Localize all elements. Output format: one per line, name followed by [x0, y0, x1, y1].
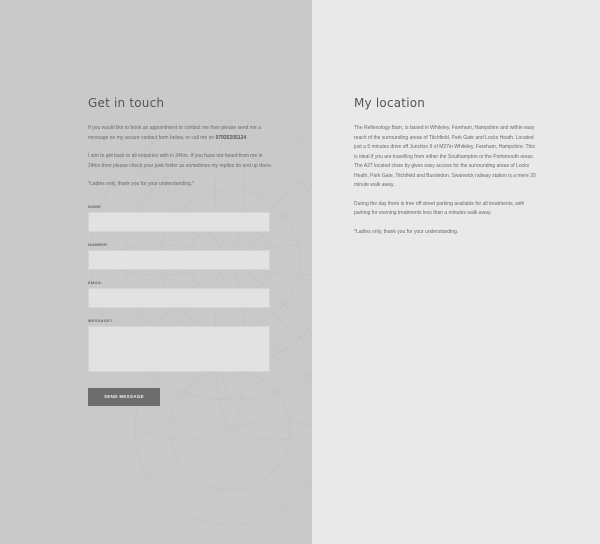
contact-title: Get in touch	[88, 96, 165, 110]
contact-intro-text: If you would like to book an appointment or contact me then please send me a message on my secure contact form below, or call me on	[88, 125, 261, 141]
contact-form	[88, 204, 272, 406]
contact-content	[88, 96, 272, 406]
number-input[interactable]	[88, 250, 270, 270]
location-ladies-note: *Ladies only, thank you for your understanding.	[354, 228, 459, 235]
location-paragraph-2: During the day there is free off street parking available for all treatments, with parking for evening treatments less than a minutes walk away.	[354, 200, 525, 216]
send-message-button[interactable]: SEND MESSAGE	[88, 388, 160, 406]
phone-number[interactable]: 07935205124	[215, 134, 247, 141]
location-content	[354, 96, 536, 237]
email-label: EMAIL	[88, 279, 102, 285]
number-label: NUMBER	[88, 241, 108, 247]
name-label: NAME	[88, 203, 101, 209]
ladies-note: *Ladies only, thank you for your understanding.*	[88, 181, 195, 187]
location-panel	[312, 0, 600, 544]
message-textarea[interactable]	[88, 326, 270, 372]
reply-note: I aim to get back to all enquiries with in 24hrs. If you have not heard from me in 24hrs then please check your junk folder as sometimes my replies do end up there.	[88, 153, 272, 169]
contact-intro	[88, 124, 272, 143]
location-paragraph-1: The Reflexology Barn, is based in Whiteley, Fareham, Hampshire and within easy reach of the surrounding areas of Titchfield, Park Gate and Locks Heath. Located just a 5 minutes drive off Junction 9 of M27in Whiteley, Fareham, Hampshire. This is ideal if you are travelling from either the Southampton or the Portsmouth areas. The A27 located close by gives easy access for the surrounding areas of Locks Heath, Park Gate, Titchfield and Bursledon. Swanwick railway station is a mere 20 minute walk away.	[354, 125, 536, 188]
message-label: MESSAGE?	[88, 317, 113, 323]
email-input[interactable]	[88, 288, 270, 308]
location-title: My location	[354, 96, 426, 110]
name-input[interactable]	[88, 212, 270, 232]
